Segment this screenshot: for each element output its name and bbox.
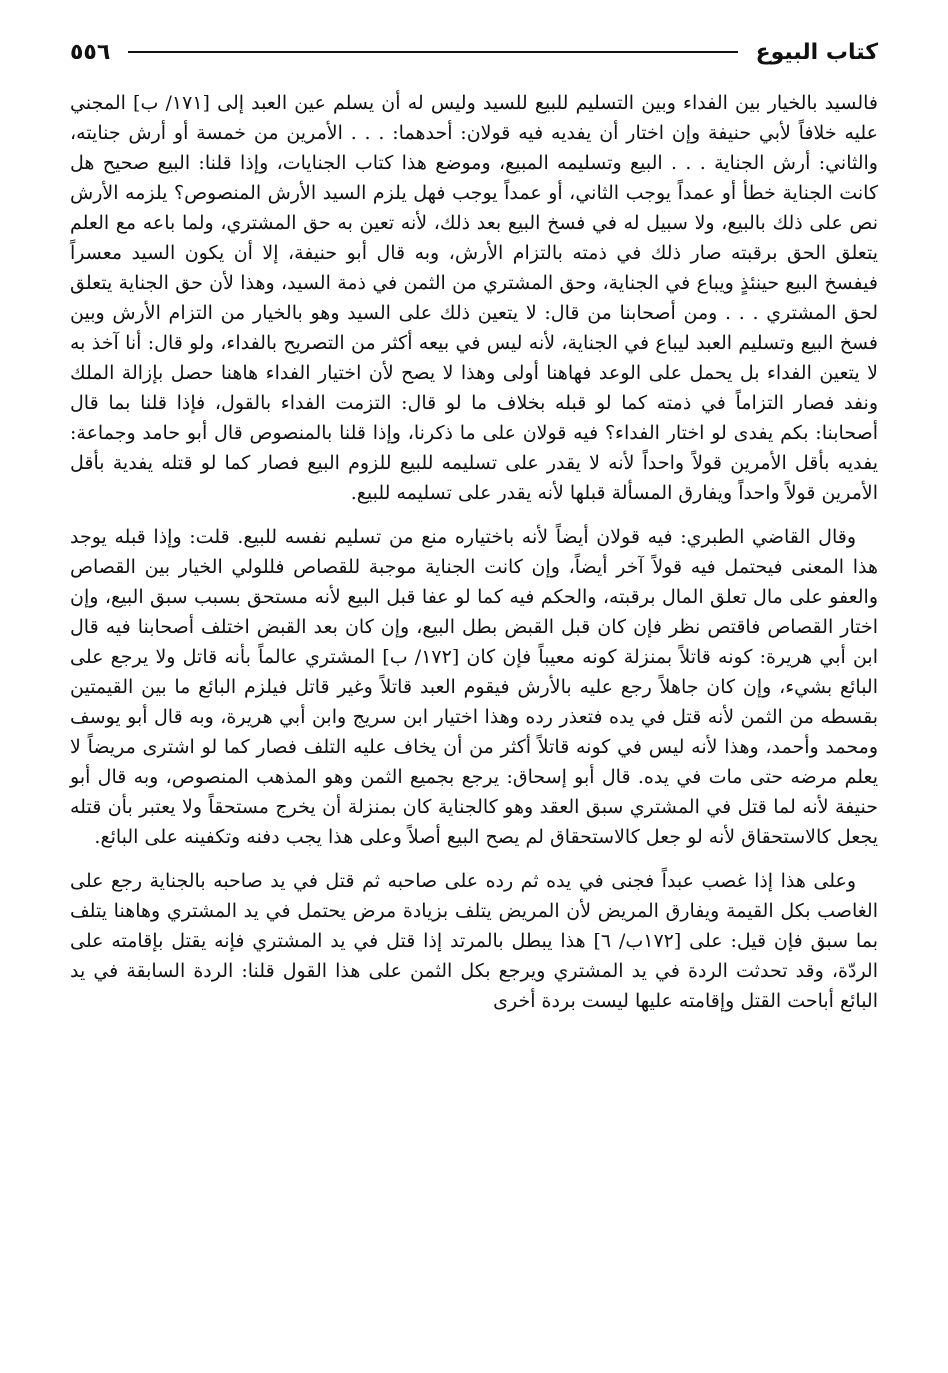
paragraph-3: وعلى هذا إذا غصب عبداً فجنى في يده ثم رده على صاحبه ثم قتل في يد صاحبه بالجناية رجع على الغاصب بكل القيمة ويفارق المريض لأن المريض يتلف بزيادة مرض يحتمل في يد المشتري وهاهنا يتلف بما سبق فإن قيل: على [١٧٢ب/ ٦] هذا يبطل بالمرتد إذا قتل في يد المشتري فإنه يقتل بإقامته على الردّة، وقد تحدثت الردة في يد المشتري ويرجع بكل الثمن على هذا القول قلنا: الردة السابقة في يد البائع أباحت القتل وإقامته عليها ليست بردة أخرى [70,870,878,1012]
running-title: كتاب البيوع [755,39,878,65]
page-header [70,30,878,74]
body-text [70,88,878,1016]
document-page [70,30,878,1030]
page-number: ٥٥٦ [70,39,111,65]
paragraph-2: وقال القاضي الطبري: فيه قولان أيضاً لأنه باختياره منع من تسليم نفسه للبيع. قلت: وإذا قبله يوجد هذا المعنى فيحتمل فيه قولاً آخر أيضاً، وإن كانت الجناية موجبة للقصاص فللولي الخيار بين القصاص والعفو على مال تعلق المال برقبته، والحكم فيه كما لو عفا قبل البيع لأنه مستحق بسبب سبق البيع، وإن اختار القصاص فاقتص نظر فإن كان قبل القبض بطل البيع، وإن كان بعد القبض اختلف أصحابنا فيه قال ابن أبي هريرة: كونه قاتلاً بمنزلة كونه معيباً فإن كان [١٧٢/ ب] المشتري عالماً بأنه قاتل ولا يرجع على البائع بشيء، وإن كان جاهلاً رجع عليه بالأرش فيقوم العبد قاتلاً وغير قاتل فيلزم البائع ما بين القيمتين بقسطه من الثمن لأنه قتل في يده فتعذر رده وهذا اختيار ابن سريج وابن أبي هريرة، وبه قال أبو يوسف ومحمد وأحمد، وهذا لأنه ليس في كونه قاتلاً أكثر من أن يخاف عليه التلف فصار كما لو اشترى مريضاً لا يعلم مرضه حتى مات في يده. قال أبو إسحاق: يرجع بجميع الثمن وهو المذهب المنصوص، وبه قال أبو حنيفة لأنه لما قتل في المشتري سبق العقد وهو كالجناية كان بمنزلة أن يخرج مستحقاً ولا يعتبر بأن قتله يجعل كالاستحقاق لأنه لو جعل كالاستحقاق لم يصح البيع أصلاً وعلى هذا يجب دفنه وتكفينه على البائع. [70,526,879,848]
header-rule [128,51,737,53]
paragraph-1: فالسيد بالخيار بين الفداء وبين التسليم للبيع للسيد وليس له أن يسلم عين العبد إلى [١٧١/ ب] المجني عليه خلافاً لأبي حنيفة وإن اختار أن يفديه فيه قولان: أحدهما: . . . الأمرين من خمسة أو أرش جنايته، والثاني: أرش الجناية . . . البيع وتسليمه المبيع، وموضع هذا كتاب الجنايات، وإذا قلنا: البيع صحيح هل كانت الجناية خطأ أو عمداً يوجب الثاني، أو عمداً يوجب فهل يلزم السيد الأرش المنصوص؟ يلزمه الأرش نص على ذلك بالبيع، ولا سبيل له في فسخ البيع بعد ذلك، لأنه تعين به حق المشتري، ولما باعه مع العلم يتعلق الحق برقبته صار ذلك في ذمته بالتزام الأرش، وبه قال أبو حنيفة، إلا أن يكون السيد معسراً فيفسخ البيع حينئذٍ ويباع في الجناية، وحق المشتري من الثمن في ذمة السيد، وهذا لأن حق الجناية يتعلق لحق المشتري . . . ومن أصحابنا من قال: لا يتعين ذلك على السيد وهو بالخيار من التزام الأرش وبين فسخ البيع وتسليم العبد ليباع في الجناية، لأنه ليس في بيعه أكثر من التصريح بالفداء، ولو قال: أنا آخذ به لا يتعين الفداء بل يحمل على الوعد فهاهنا أولى وهذا لا يصح لأن اختيار الفداء هاهنا حصل بإزالة الملك ونفد فصار التزاماً في ذمته كما لو قبله بخلاف ما لو قال: التزمت الفداء بالقول، فإذا قلنا بما قال أصحابنا: بكم يفدى لو اختار الفداء؟ فيه قولان على ما ذكرنا، وإذا قلنا بالمنصوص قال أبو حامد وجماعة: يفديه بأقل الأمرين قولاً واحداً لأنه لا يقدر على تسليمه للبيع للزوم البيع فصار كما لو قتله يفدية بأقل الأمرين قولاً واحداً ويفارق المسألة قبلها لأنه يقدر على تسليمه للبيع. [70,92,879,504]
